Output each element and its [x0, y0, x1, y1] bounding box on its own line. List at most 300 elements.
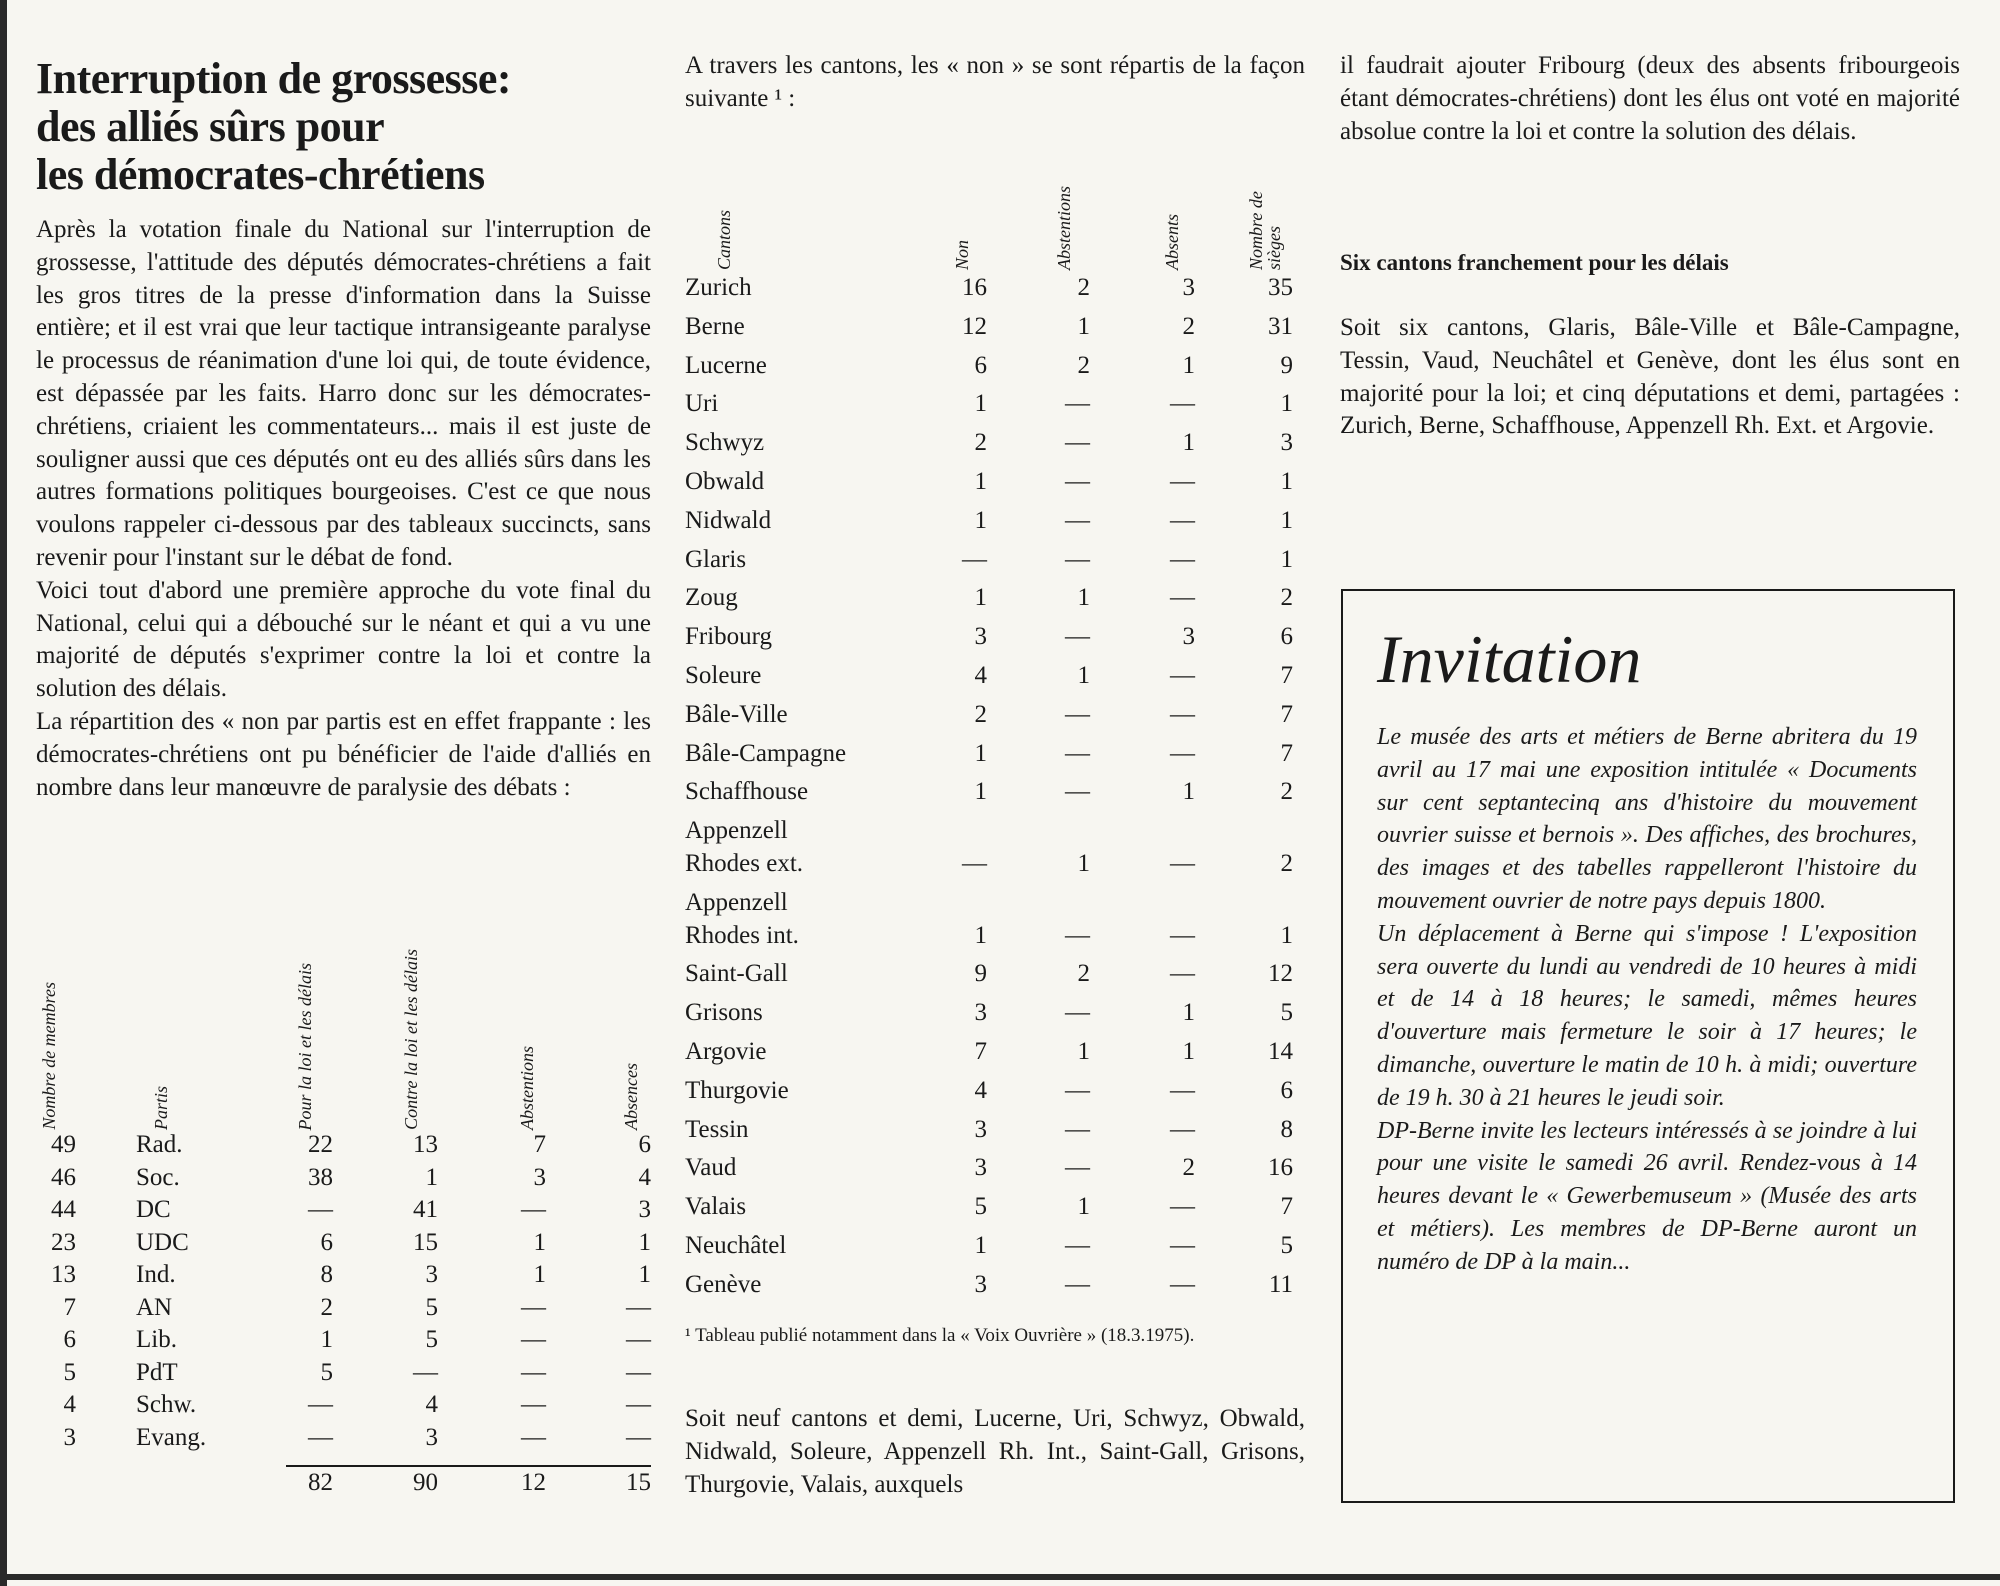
cell-pour: 2 [320, 1293, 333, 1321]
cell-absences: — [626, 1326, 651, 1353]
cell-absences: 3 [638, 1196, 651, 1223]
cell-pour: 6 [320, 1228, 333, 1256]
cell-abstentions: — [521, 1423, 546, 1451]
cell-abstentions: — [1065, 778, 1090, 806]
cell-absents: 1 [1182, 351, 1195, 379]
cell-non: 3 [974, 1270, 987, 1298]
cell-members: 23 [51, 1228, 76, 1256]
cell-party: DC [136, 1196, 171, 1223]
table-row [685, 887, 1305, 959]
table-row [685, 958, 1305, 997]
paragraph: Un déplacement à Berne qui s'impose ! L'exposition sera ouverte du lundi au vendredi de 10 heures à midi et de 14 à 18 heures; le samedi, mêmes heures d'ouverture mais fermeture le soir à 17 heures; le dimanche, ouverture le matin de 10 h. à midi; ouverture de 19 h. 30 à 21 heures le jeudi soir. [1377, 920, 1917, 1111]
cell-absences: 4 [638, 1163, 651, 1191]
cell-sieges: 6 [1280, 623, 1293, 651]
cell-contre: — [413, 1358, 438, 1386]
header-abstentions [514, 995, 544, 1130]
cell-contre: 15 [413, 1228, 438, 1256]
header-label: Abstentions [1054, 186, 1074, 270]
cell-members: 3 [63, 1423, 76, 1451]
cell-sieges: 5 [1280, 999, 1293, 1027]
cell-non: 4 [974, 1076, 987, 1104]
cell-abstentions: 2 [1077, 351, 1090, 379]
cell-contre: 4 [425, 1391, 438, 1418]
cell-canton [685, 1114, 749, 1146]
table-row [685, 1152, 1305, 1191]
cell-canton [685, 1036, 766, 1068]
cell-canton [685, 1191, 746, 1223]
header-label: Non [952, 239, 972, 270]
canton-name-line: Uri [685, 390, 719, 418]
cell-canton [685, 350, 767, 382]
cell-sieges: 16 [1268, 1154, 1293, 1182]
cell-abstentions: 2 [1077, 960, 1090, 988]
cell-absents: 3 [1182, 274, 1195, 301]
cell-members: 4 [63, 1391, 76, 1418]
cell-absences: 1 [638, 1261, 651, 1288]
cell-absents: — [1170, 662, 1195, 689]
cell-absents: — [1170, 739, 1195, 767]
cell-sieges: 11 [1268, 1270, 1293, 1298]
cell-canton [685, 738, 846, 770]
canton-name-line: Thurgovie [685, 1076, 789, 1104]
paragraph: La répartition des « non par partis est en effet frappante : les démocrates-chrétiens ont pu bénéficier de l'aide d'alliés en nombre dans leur manœuvre de paralysie des débats : [36, 707, 651, 801]
cell-sieges: 7 [1280, 700, 1293, 728]
table-row [685, 815, 1305, 887]
column-left [36, 0, 651, 1560]
cell-canton [685, 272, 752, 304]
table-row [685, 1075, 1305, 1114]
canton-name-line: Neuchâtel [685, 1232, 787, 1259]
cell-abstentions: — [521, 1196, 546, 1223]
cell-canton [685, 997, 763, 1029]
header-label: Cantons [714, 209, 734, 270]
table-row [685, 544, 1305, 583]
canton-name-line: Bâle-Ville [685, 700, 788, 728]
cell-abstentions: — [1065, 506, 1090, 534]
cell-contre: 5 [425, 1326, 438, 1353]
canton-name-line: Argovie [685, 1038, 767, 1065]
header-pour [292, 962, 337, 1130]
cell-canton [685, 1152, 736, 1184]
cell-canton [685, 660, 761, 692]
cell-canton [685, 582, 738, 614]
table-row [685, 1036, 1305, 1075]
header-contre [398, 949, 443, 1130]
paragraph: il faudrait ajouter Fribourg (deux des absents fribourgeois étant démocrates-chrétiens) dont les élus ont voté en majorité absolue contre la loi et contre la solution des délais. [1340, 52, 1960, 145]
cell-absents: — [1170, 1193, 1195, 1221]
table-row [36, 1227, 651, 1260]
cell-canton [685, 1230, 786, 1262]
headline-line: des alliés sûrs pour [36, 102, 385, 151]
cell-pour: 5 [320, 1358, 333, 1386]
table-row [36, 1422, 651, 1455]
cell-abstentions: — [1065, 390, 1090, 418]
footnote: ¹ Tableau publié notamment dans la « Voix Ouvrière » (18.3.1975). [685, 1325, 1195, 1346]
header-label: Nombre de membres [39, 982, 59, 1130]
canton-name-line: Glaris [685, 545, 747, 573]
cell-non: 2 [974, 429, 987, 457]
cell-pour: 1 [320, 1326, 333, 1353]
cell-absents: — [1170, 921, 1195, 949]
cell-sieges: 2 [1280, 778, 1293, 806]
paragraph: DP-Berne invite les lecteurs intéressés à se joindre à lui pour une visite le samedi 26 avril. Rendez-vous à 14 heures devant le « Gewerbemuseum » (Musée des arts et métiers). Les membres de DP-Berne auront un numéro de DP à la main... [1377, 1117, 1917, 1275]
headline-line: les démocrates-chrétiens [36, 150, 485, 199]
cell-absences: 1 [638, 1228, 651, 1256]
table-row [685, 466, 1305, 505]
cell-abstentions: 7 [533, 1131, 546, 1158]
table-row [685, 1114, 1305, 1153]
table-row [685, 311, 1305, 350]
table-row [685, 1269, 1305, 1308]
cell-non: 16 [962, 274, 987, 301]
cell-absents: — [1170, 960, 1195, 988]
cell-absents: — [1170, 584, 1195, 612]
canton-name-line: Soleure [685, 662, 762, 689]
cell-party: UDC [136, 1228, 189, 1256]
canton-name-line: Saint-Gall [685, 960, 788, 988]
canton-name-line: Valais [685, 1193, 747, 1221]
table-row [685, 621, 1305, 660]
cell-sieges: 1 [1280, 390, 1293, 418]
cell-absents: 1 [1182, 778, 1195, 806]
cell-absents: 3 [1182, 623, 1195, 651]
cell-abstentions: — [521, 1358, 546, 1386]
cell-non: 1 [974, 390, 987, 418]
cell-abstentions: — [521, 1326, 546, 1353]
cell-abstentions: — [1065, 1115, 1090, 1143]
cell-absences: 6 [638, 1131, 651, 1158]
cell-party: Evang. [136, 1423, 207, 1451]
cell-canton [685, 1075, 789, 1107]
cell-abstentions: — [1065, 739, 1090, 767]
cell-abstentions: — [1065, 921, 1090, 949]
cell-canton [685, 427, 764, 459]
cell-non: 12 [962, 312, 987, 340]
cell-absences: — [626, 1391, 651, 1418]
cell-party: Schw. [136, 1391, 197, 1418]
cell-party: Ind. [136, 1261, 176, 1288]
total-abstentions: 12 [521, 1469, 546, 1496]
cell-members: 49 [51, 1131, 76, 1158]
canton-name-line: Vaud [685, 1154, 737, 1182]
canton-intro: A travers les cantons, les « non » se sont répartis de la façon suivante ¹ : [685, 52, 1305, 112]
cell-abstentions: — [1065, 999, 1090, 1027]
cell-abstentions: 1 [533, 1261, 546, 1288]
header-absents [1163, 145, 1193, 270]
cell-absents: 1 [1182, 429, 1195, 457]
invitation-title: Invitation [1377, 621, 1642, 697]
cell-canton [685, 311, 745, 343]
paragraph: Le musée des arts et métiers de Berne abritera du 19 avril au 17 mai une exposition intitulée « Documents sur cent septantecinq ans d'histoire du mouvement ouvrier suisse et bernois ». Des affiches, des brochures, des images et des tabelles rappelleront l'histoire du mouvement ouvrier de notre pays depuis 1800. [1377, 724, 1917, 914]
header-label: Absences [621, 1063, 641, 1130]
cell-sieges: 1 [1280, 506, 1293, 534]
table-row [685, 427, 1305, 466]
cell-canton [685, 388, 718, 420]
cell-abstentions: 1 [1077, 584, 1090, 612]
header-label: Contre la loi et les délais [401, 949, 421, 1130]
cell-non: 1 [974, 1232, 987, 1259]
table-row [685, 1191, 1305, 1230]
cell-sieges: 1 [1280, 545, 1293, 573]
cell-sieges: 3 [1280, 429, 1293, 457]
cell-contre: 13 [413, 1131, 438, 1158]
cell-absents: — [1170, 468, 1195, 495]
cell-contre: 3 [425, 1423, 438, 1451]
cell-absents: — [1170, 545, 1195, 573]
cell-non: 5 [974, 1193, 987, 1221]
cell-abstentions: 1 [533, 1228, 546, 1256]
cell-members: 6 [63, 1326, 76, 1353]
header-party [148, 995, 178, 1130]
cell-absents: 2 [1182, 1154, 1195, 1182]
cell-contre: 41 [413, 1196, 438, 1223]
header-absences [618, 995, 648, 1130]
table-row [36, 1324, 651, 1357]
table-row [36, 1357, 651, 1390]
cell-party: AN [136, 1293, 173, 1321]
cell-contre: 5 [425, 1293, 438, 1321]
cell-sieges: 7 [1280, 739, 1293, 767]
cell-pour: — [308, 1391, 333, 1418]
canton-name-line: Fribourg [685, 623, 773, 651]
cell-party: Lib. [136, 1326, 177, 1353]
header-cantons [715, 145, 745, 270]
table-row [685, 699, 1305, 738]
table-row [36, 1259, 651, 1292]
cell-abstentions: — [1065, 1076, 1090, 1104]
cell-non: 3 [974, 1154, 987, 1182]
cell-absents: — [1170, 849, 1195, 877]
paragraph: Voici tout d'abord une première approche du vote final du National, celui qui a débouché sur le néant et qui a vu une majorité de députés s'exprimer contre la loi et contre la solution des délais. [36, 576, 651, 703]
total-absences: 15 [626, 1469, 651, 1496]
cell-non: 4 [974, 662, 987, 689]
cell-abstentions: — [1065, 1270, 1090, 1298]
canton-name-line: Tessin [685, 1115, 749, 1143]
cell-sieges: 35 [1268, 274, 1293, 301]
cell-non: 1 [974, 584, 987, 612]
party-vote-table [36, 949, 651, 1515]
cell-members: 46 [51, 1163, 76, 1191]
cell-abstentions: 3 [533, 1163, 546, 1191]
table-row [685, 1230, 1305, 1269]
cell-sieges: 7 [1280, 662, 1293, 689]
cell-sieges: 8 [1280, 1115, 1293, 1143]
table-row [685, 660, 1305, 699]
cell-abstentions: — [1065, 429, 1090, 457]
cell-members: 44 [51, 1196, 76, 1223]
canton-name-line: Appenzell [685, 817, 788, 845]
cell-pour: 22 [308, 1131, 333, 1158]
total-pour: 82 [308, 1469, 333, 1496]
table-row [685, 350, 1305, 389]
cell-members: 13 [51, 1261, 76, 1288]
cell-non: 2 [974, 700, 987, 728]
table-row [36, 1389, 651, 1422]
cell-absents: — [1170, 1115, 1195, 1143]
cell-non: 6 [974, 351, 987, 379]
paragraph: Après la votation finale du National sur l'interruption de grossesse, l'attitude des députés démocrates-chrétiens a fait les gros titres de la presse d'information dans la Suisse entière; et il est vrai que leur tactique intransigeante paralyse le processus de réanimation d'une loi qui, de toute évidence, est dépassée par les faits. Harro donc sur les démocrates-chrétiens, criaient les commentateurs... mais il est juste de souligner aussi que ces députés ont eu des alliés sûrs dans les autres formations politiques bourgeoises. C'est ce que nous voulons rappeler ci-dessous par des tableaux succincts, sans revenir pour l'instant sur le débat de fond. [36, 216, 651, 571]
canton-name-line: Obwald [685, 468, 765, 495]
canton-name-line: Schaffhouse [685, 778, 809, 806]
cell-non: 3 [974, 999, 987, 1027]
header-label: Nombre de sièges [1246, 191, 1284, 270]
invitation-body [1377, 721, 1917, 1279]
cell-pour: — [308, 1196, 333, 1223]
table-row [685, 738, 1305, 777]
paragraph: Soit six cantons, Glaris, Bâle-Ville et Bâle-Campagne, Tessin, Vaud, Neuchâtel et Genève, dont les élus sont en majorité pour la loi; et cinq députations et demi, partagées : Zurich, Berne, Schaffhouse, Appenzell Rh. Ext. et Argovie. [1340, 314, 1960, 440]
canton-name-line: Appenzell [685, 888, 788, 916]
cell-canton [685, 505, 771, 537]
cell-canton [685, 958, 788, 990]
cell-abstentions: — [521, 1293, 546, 1321]
page-edge-bottom [0, 1574, 2000, 1580]
cell-sieges: 6 [1280, 1076, 1293, 1104]
cell-party: Soc. [136, 1163, 180, 1191]
header-label: Partis [151, 1085, 171, 1130]
cell-non: 9 [974, 960, 987, 988]
cell-members: 7 [63, 1293, 76, 1321]
paragraph: Soit neuf cantons et demi, Lucerne, Uri, Schwyz, Obwald, Nidwald, Soleure, Appenzell Rh. Int., Saint-Gall, Grisons, Thurgovie, Valais, auxquels [685, 1405, 1305, 1498]
cell-non: 3 [974, 623, 987, 651]
cell-party: PdT [136, 1358, 178, 1386]
table-row [685, 582, 1305, 621]
totals-row [36, 1467, 651, 1500]
canton-name-line: Schwyz [685, 429, 765, 457]
page-edge-left [0, 0, 7, 1586]
cell-non: 1 [974, 468, 987, 495]
cell-sieges: 2 [1280, 584, 1293, 612]
cell-canton [685, 466, 764, 498]
cell-canton [685, 815, 803, 881]
cell-abstentions: 1 [1077, 1193, 1090, 1221]
cell-pour: 8 [320, 1261, 333, 1288]
cell-sieges: 5 [1280, 1232, 1293, 1259]
table-row [685, 505, 1305, 544]
table-row [685, 997, 1305, 1036]
cell-abstentions: — [1065, 700, 1090, 728]
header-label: Pour la loi et les délais [295, 962, 315, 1130]
cell-non: 1 [974, 921, 987, 949]
cell-abstentions: — [1065, 623, 1090, 651]
table-row [685, 272, 1305, 311]
table-row [36, 1162, 651, 1195]
cell-absents: — [1170, 1076, 1195, 1104]
cell-abstentions: 1 [1077, 312, 1090, 340]
canton-name-line: Zurich [685, 274, 752, 301]
cell-non: 1 [974, 739, 987, 767]
canton-name-line: Rhodes ext. [685, 849, 804, 877]
cell-sieges: 1 [1280, 468, 1293, 495]
section-subheading: Six cantons franchement pour les délais [1340, 250, 1729, 275]
cell-non: 1 [974, 506, 987, 534]
header-label: Abstentions [517, 1046, 537, 1130]
header-members [36, 982, 76, 1130]
cell-non: 1 [974, 778, 987, 806]
canton-vote-table [685, 145, 1305, 1320]
cell-absents: — [1170, 506, 1195, 534]
cell-abstentions: 1 [1077, 662, 1090, 689]
cell-pour: 38 [308, 1163, 333, 1191]
header-sieges [1247, 145, 1292, 270]
cell-canton [685, 699, 788, 731]
canton-name-line: Grisons [685, 999, 763, 1027]
headline-line: Interruption de grossesse: [36, 54, 512, 103]
cell-canton [685, 1269, 761, 1301]
cell-sieges: 7 [1280, 1193, 1293, 1221]
header-non [953, 145, 983, 270]
cell-canton [685, 621, 772, 653]
cell-non: 7 [974, 1038, 987, 1065]
cell-absents: — [1170, 1270, 1195, 1298]
table-row [36, 1129, 651, 1162]
cell-non: — [962, 849, 987, 877]
table-row [685, 388, 1305, 427]
cell-abstentions: 2 [1077, 274, 1090, 301]
canton-name-line: Bâle-Campagne [685, 739, 847, 767]
column-right [1340, 0, 1960, 560]
cell-abstentions: — [521, 1391, 546, 1418]
header-abstentions [1055, 145, 1085, 270]
canton-name-line: Zoug [685, 584, 738, 612]
cell-sieges: 2 [1280, 849, 1293, 877]
header-label: Absents [1162, 214, 1182, 270]
cell-non: 3 [974, 1115, 987, 1143]
total-contre: 90 [413, 1469, 438, 1496]
cell-pour: — [308, 1423, 333, 1451]
cell-absents: 2 [1182, 312, 1195, 340]
table-row [36, 1194, 651, 1227]
canton-name-line: Berne [685, 312, 745, 340]
cell-sieges: 14 [1268, 1038, 1293, 1065]
cell-absences: — [626, 1293, 651, 1321]
cell-canton [685, 776, 808, 808]
column-middle [685, 0, 1305, 1560]
table-row [685, 776, 1305, 815]
canton-name-line: Rhodes int. [685, 921, 799, 949]
cell-absents: — [1170, 1232, 1195, 1259]
cell-sieges: 31 [1268, 312, 1293, 340]
cell-abstentions: 1 [1077, 849, 1090, 877]
cell-absents: 1 [1182, 1038, 1195, 1065]
table-row [36, 1292, 651, 1325]
cell-sieges: 9 [1280, 351, 1293, 379]
cell-absents: — [1170, 700, 1195, 728]
cell-sieges: 12 [1268, 960, 1293, 988]
cell-canton [685, 887, 799, 953]
intro-text [36, 214, 651, 804]
cell-absences: — [626, 1423, 651, 1451]
invitation-box [1341, 589, 1955, 1503]
cell-absents: 1 [1182, 999, 1195, 1027]
cell-party: Rad. [136, 1131, 183, 1158]
cell-contre: 3 [425, 1261, 438, 1288]
canton-name-line: Lucerne [685, 351, 767, 379]
cell-members: 5 [63, 1358, 76, 1386]
cell-abstentions: — [1065, 1232, 1090, 1259]
cell-canton [685, 544, 746, 576]
cell-absents: — [1170, 390, 1195, 418]
cell-contre: 1 [425, 1163, 438, 1191]
cell-sieges: 1 [1280, 921, 1293, 949]
cell-absences: — [626, 1358, 651, 1386]
cell-abstentions: — [1065, 468, 1090, 495]
canton-name-line: Nidwald [685, 506, 772, 534]
cell-abstentions: 1 [1077, 1038, 1090, 1065]
canton-name-line: Genève [685, 1270, 762, 1298]
cell-abstentions: — [1065, 545, 1090, 573]
cell-non: — [962, 545, 987, 573]
cell-abstentions: — [1065, 1154, 1090, 1182]
